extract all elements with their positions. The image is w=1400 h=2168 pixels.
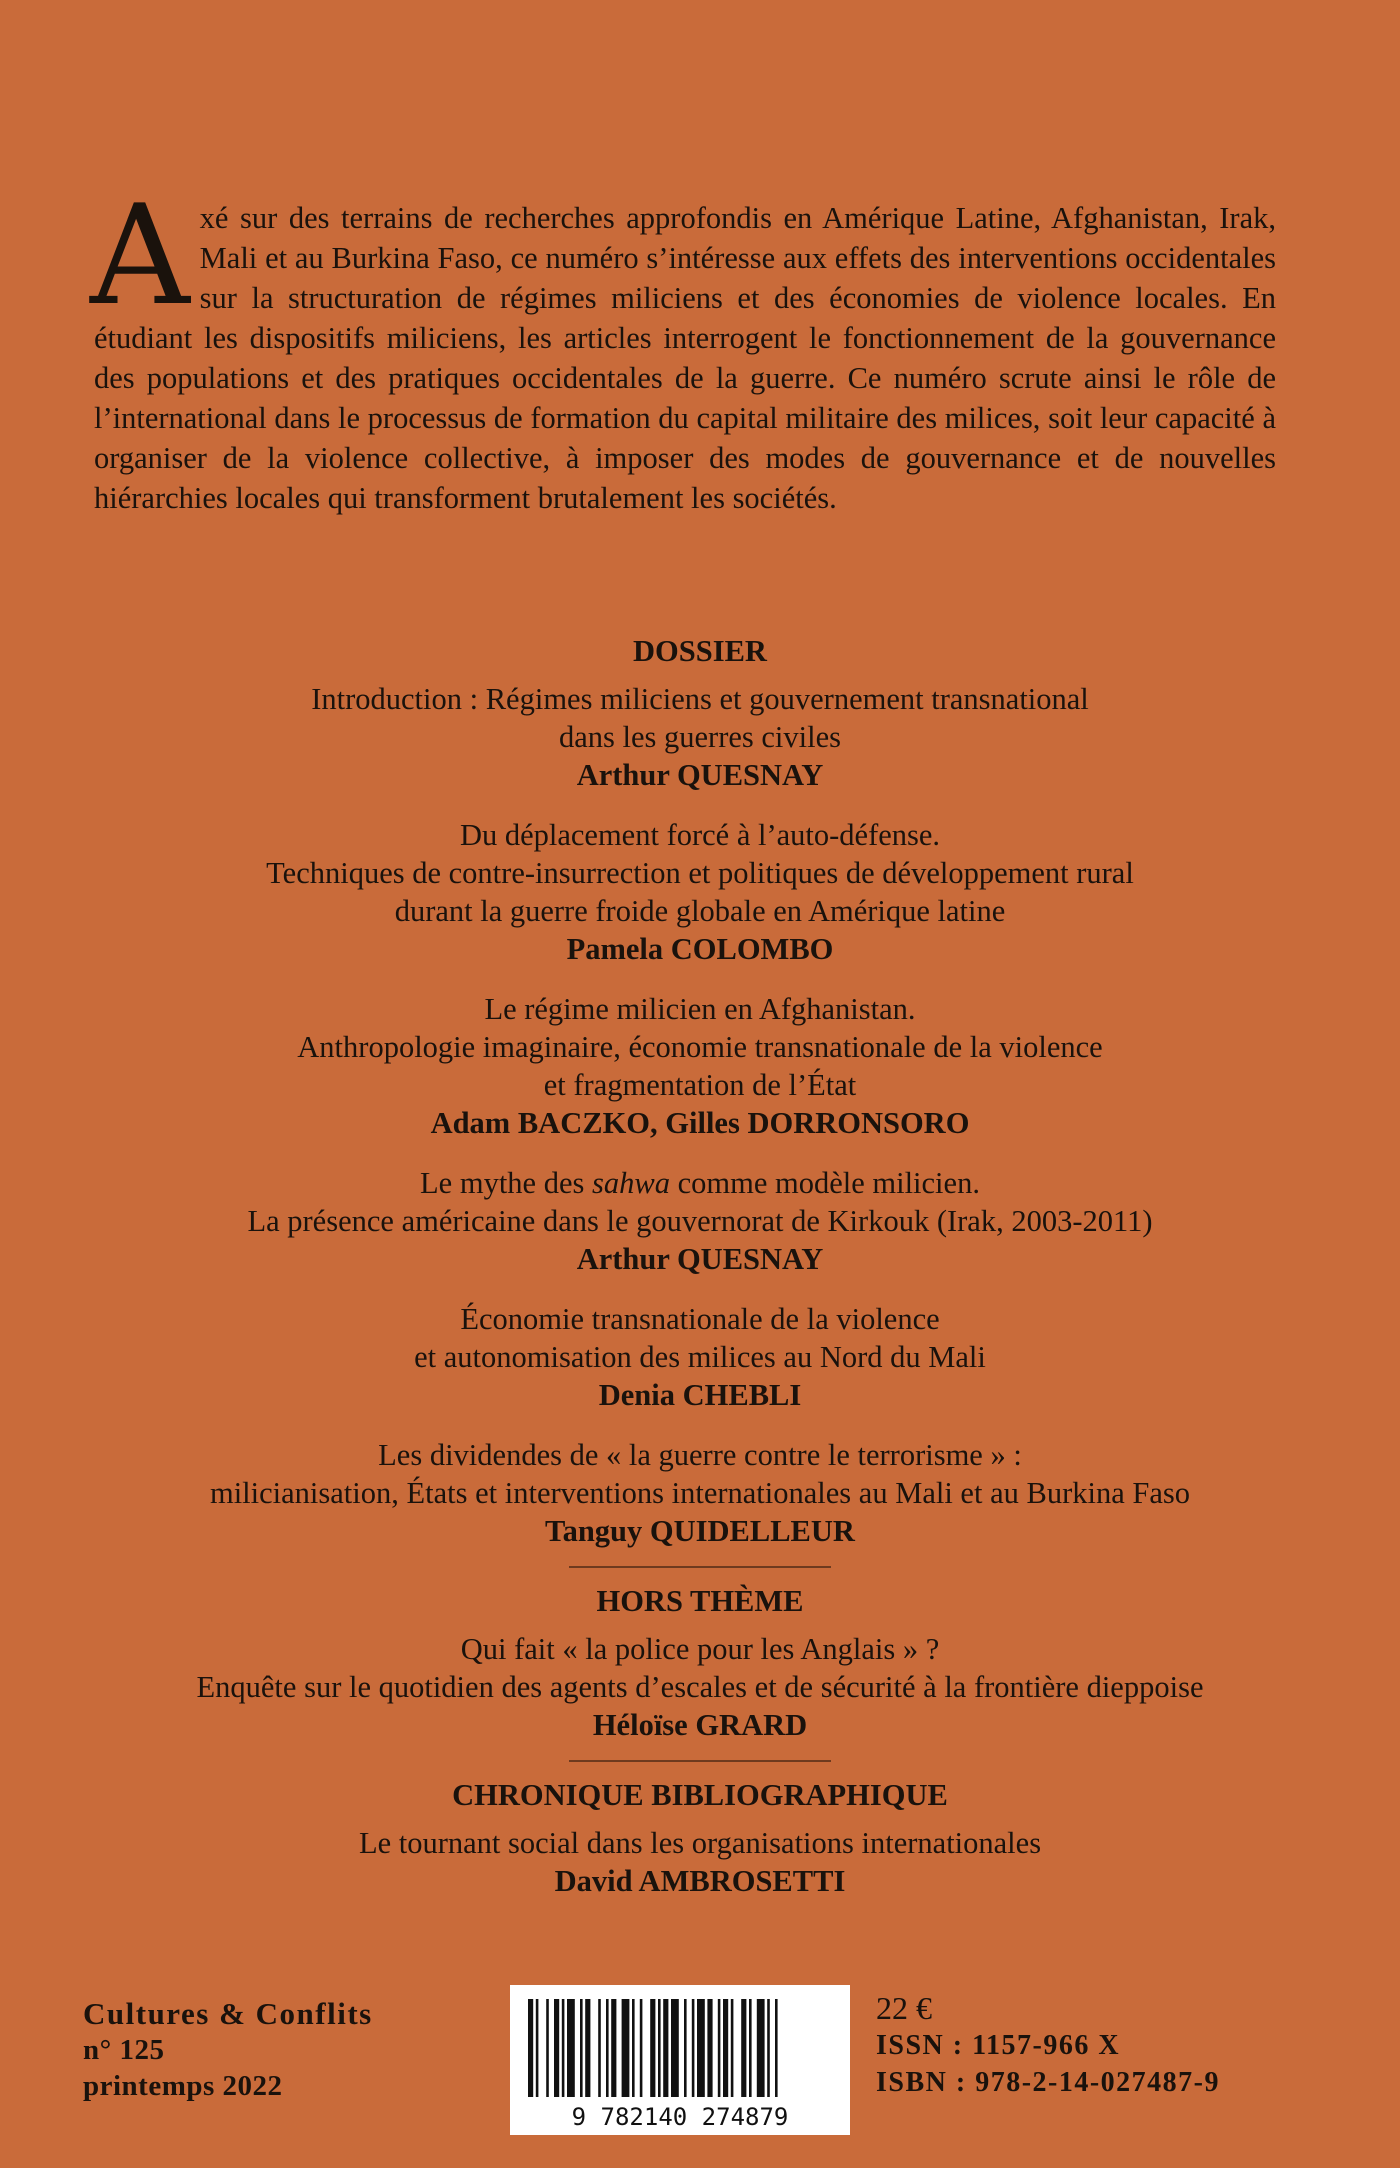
barcode-bar <box>663 1999 668 2097</box>
barcode-bar <box>692 1999 695 2097</box>
barcode-bar <box>528 1999 533 2097</box>
barcode-bar <box>757 1999 765 2097</box>
toc-entry <box>0 990 1400 1142</box>
section-title-hors-theme: HORS THÈME <box>596 1584 804 1618</box>
barcode-bar <box>697 1999 705 2097</box>
toc-entry <box>0 816 1400 968</box>
table-of-contents <box>0 632 1400 1900</box>
barcode-bar <box>567 1999 575 2097</box>
toc-entry <box>0 1300 1400 1414</box>
drop-cap-letter: A <box>90 175 190 336</box>
issn: ISSN : 1157-966 X <box>876 2030 1121 2061</box>
barcode-bar <box>554 1999 559 2097</box>
barcode-bar <box>650 1999 655 2097</box>
article-title-line: Qui fait « la police pour les Anglais » ? <box>460 1632 940 1666</box>
journal-info <box>83 1996 373 2104</box>
barcode-bar <box>640 1999 643 2097</box>
article-title-line: Techniques de contre-insurrection et politiques de développement rural <box>266 856 1134 890</box>
article-author: Arthur QUESNAY <box>576 1242 824 1276</box>
article-author: Tanguy QUIDELLEUR <box>545 1514 855 1548</box>
article-title-part: Le mythe des <box>420 1166 592 1200</box>
barcode-bar <box>775 1999 778 2097</box>
article-title-line: Enquête sur le quotidien des agents d’escales et de sécurité à la frontière dieppoise <box>196 1670 1204 1704</box>
article-author: Pamela COLOMBO <box>566 932 834 966</box>
barcode-bar <box>767 1999 770 2097</box>
barcode-bar <box>622 1999 630 2097</box>
article-title-line: Le régime milicien en Afghanistan. <box>484 992 916 1026</box>
barcode <box>510 1985 850 2135</box>
section-divider <box>569 1760 831 1762</box>
toc-entry <box>0 1630 1400 1744</box>
article-title-italic: sahwa <box>591 1166 670 1200</box>
issue-number: n° 125 <box>83 2034 165 2066</box>
barcode-bar <box>536 1999 539 2097</box>
article-title-line: Du déplacement forcé à l’auto-défense. <box>459 818 941 852</box>
barcode-bar <box>632 1999 635 2097</box>
barcode-bar <box>741 1999 746 2097</box>
barcode-bar <box>707 1999 712 2097</box>
barcode-bar <box>658 1999 661 2097</box>
article-author: David AMBROSETTI <box>554 1864 846 1898</box>
article-author: Héloïse GRARD <box>592 1708 808 1742</box>
article-title-line: Le tournant social dans les organisations internationales <box>358 1826 1042 1860</box>
issue-season: printemps 2022 <box>83 2070 283 2102</box>
toc-entry <box>0 680 1400 794</box>
toc-entry <box>0 1436 1400 1550</box>
article-title-line: Les dividendes de « la guerre contre le terrorisme » : <box>378 1438 1022 1472</box>
article-title-line: et fragmentation de l’État <box>543 1068 857 1102</box>
article-author: Arthur QUESNAY <box>576 758 824 792</box>
article-title-line: dans les guerres civiles <box>558 720 842 754</box>
article-title-line: Anthropologie imaginaire, économie transnationale de la violence <box>297 1030 1103 1064</box>
barcode-bar <box>598 1999 601 2097</box>
article-title-part: comme modèle milicien. <box>669 1166 980 1200</box>
article-title-line: Introduction : Régimes miliciens et gouvernement transnational <box>311 682 1089 716</box>
barcode-bar <box>611 1999 616 2097</box>
article-title-line: milicianisation, États et interventions internationales au Mali et au Burkina Faso <box>209 1476 1190 1510</box>
barcode-bar <box>585 1999 590 2097</box>
article-author: Adam BACZKO, Gilles DORRONSORO <box>430 1106 970 1140</box>
back-cover-summary <box>90 175 1276 518</box>
article-title-line: La présence américaine dans le gouvernorat de Kirkouk (Irak, 2003-2011) <box>247 1204 1153 1238</box>
section-title-chronique: CHRONIQUE BIBLIOGRAPHIQUE <box>452 1778 948 1812</box>
article-title-line <box>0 1164 1400 1202</box>
barcode-bar <box>606 1999 609 2097</box>
section-divider <box>569 1566 831 1568</box>
barcode-bar <box>671 1999 679 2097</box>
price-and-codes <box>876 1990 1220 2101</box>
barcode-bar <box>562 1999 565 2097</box>
article-title-line: Économie transnationale de la violence <box>460 1302 940 1336</box>
section-title-dossier: DOSSIER <box>633 634 767 668</box>
article-title-line: et autonomisation des milices au Nord du Mali <box>414 1340 986 1374</box>
article-author: Denia CHEBLI <box>598 1378 802 1412</box>
barcode-bar <box>749 1999 752 2097</box>
barcode-bar <box>684 1999 687 2097</box>
article-title-line: durant la guerre froide globale en Amérique latine <box>394 894 1006 928</box>
barcode-bars <box>528 1999 778 2097</box>
toc-entry <box>0 1824 1400 1900</box>
summary-text: xé sur des terrains de recherches approfondis en Amérique Latine, Afghanistan, Irak, Mali et au Burkina Faso, ce numéro s’intéresse aux effets des interventions occidentales sur la structuration de régimes miliciens et des économies de violence locales. En étudiant les dispositifs miliciens, les articles interrogent le fonctionnement de la gouvernance des populations et des pratiques occidentales de la guerre. Ce numéro scrute ainsi le rôle de l’international dans le processus de formation du capital militaire des milices, soit leur capacité à organiser de la violence collective, à imposer des modes de gouvernance et de nouvelles hiérarchies locales qui transforment brutalement les sociétés. <box>94 201 1276 515</box>
isbn: ISBN : 978-2-14-027487-9 <box>876 2067 1220 2098</box>
barcode-bar <box>580 1999 583 2097</box>
barcode-graphic <box>510 1985 850 2135</box>
barcode-digits: 9 782140 274879 <box>571 2103 789 2131</box>
barcode-bar <box>731 1999 734 2097</box>
price: 22 € <box>876 1990 932 2026</box>
toc-entry <box>0 1164 1400 1278</box>
barcode-bar <box>718 1999 721 2097</box>
barcode-bar <box>546 1999 549 2097</box>
barcode-bar <box>723 1999 728 2097</box>
journal-title: Cultures & Conflits <box>83 1996 373 2031</box>
